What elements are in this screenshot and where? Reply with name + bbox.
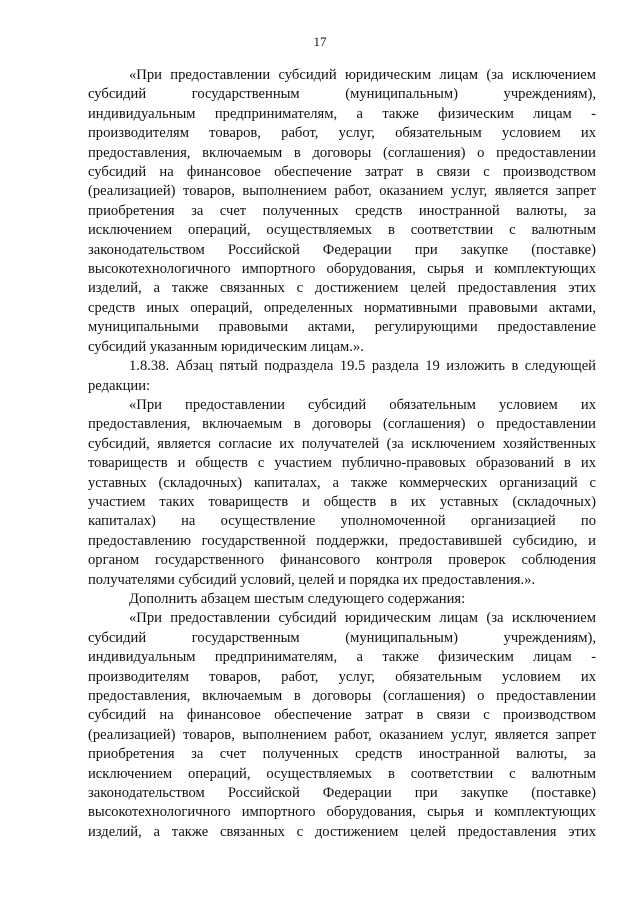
text-line: участием таких товариществ и обществ в их уставных (складочных) (88, 493, 596, 510)
text-line: субсидий на финансовое обеспечение затрат в связи с производством (88, 164, 596, 181)
text-line: приобретения за счет полученных средств иностранной валюты, за (88, 746, 596, 763)
text-line: высокотехнологичного импортного оборудования, сырья и комплектующих (88, 261, 596, 278)
text-line: предоставления, включаемым в договоры (соглашения) о предоставлении (88, 688, 596, 704)
text-line: субсидий на финансовое обеспечение затрат в связи с производством (88, 707, 596, 724)
text-line: индивидуальным предпринимателям, а также физическим лицам - (88, 649, 596, 666)
text-line: изделий, а также связанных с достижением целей предоставления этих (88, 280, 596, 297)
text-line: производителям товаров, работ, услуг, обязательным условием их (88, 668, 596, 685)
text-line: капиталах) на осуществление уполномоченной организацией по (88, 513, 596, 530)
text-line: субсидий указанным юридическим лицам.». (88, 338, 364, 355)
text-line: средств иных операций, определенных нормативными правовыми актами, (88, 299, 596, 316)
text-line: исключением операций, осуществляемых в соответствии с валютным (88, 222, 596, 239)
text-line: товариществ и обществ с участием публично-правовых образований в их (88, 455, 596, 472)
paragraph-quote-subsidies-currency (88, 66, 596, 357)
text-line: редакции: (88, 377, 151, 394)
text-line: законодательством Российской Федерации при закупке (поставке) (88, 241, 596, 258)
text-line: (реализацией) товаров, выполнением работ, оказанием услуг, является запрет (88, 183, 596, 200)
text-line: 1.8.38. Абзац пятый подраздела 19.5 раздела 19 изложить в следующей (129, 358, 596, 375)
text-line: органом государственного финансового контроля проверок соблюдения (88, 552, 596, 569)
text-line: индивидуальным предпринимателям, а также физическим лицам - (88, 105, 596, 122)
text-line: предоставления, включаемым в договоры (соглашения) о предоставлении (88, 144, 596, 161)
text-line: предоставления, включаемым в договоры (соглашения) о предоставлении (88, 416, 596, 433)
text-line: законодательством Российской Федерации при закупке (поставке) (88, 785, 596, 802)
paragraph-item-1-8-38 (88, 357, 596, 396)
text-line: уставных (складочных) капиталах, а также коммерческих организаций с (88, 474, 596, 491)
paragraph-quote-subsidies-audit (88, 396, 596, 590)
text-line: высокотехнологичного импортного оборудования, сырья и комплектующих (88, 804, 596, 821)
text-line: субсидий, является согласие их получателей (за исключением хозяйственных (88, 435, 596, 452)
page-number: 17 (313, 34, 327, 49)
text-line: Дополнить абзацем шестым следующего содержания: (129, 590, 466, 607)
text-line: муниципальными правовыми актами, регулирующими предоставление (88, 319, 596, 336)
document-body (88, 66, 596, 842)
text-line: субсидий государственным (муниципальным) учреждениям), (88, 629, 596, 646)
text-line: «При предоставлении субсидий юридическим лицам (за исключением (129, 610, 596, 627)
text-line: субсидий государственным (муниципальным) учреждениям), (88, 86, 596, 103)
text-line: предоставлению государственной поддержки, предоставившей субсидию, и (88, 532, 596, 549)
text-line: получателями субсидий условий, целей и порядка их предоставления.». (88, 571, 536, 588)
paragraph-quote-subsidies-currency-repeat (88, 609, 596, 842)
paragraph-add-sixth-abzac (88, 590, 596, 609)
text-line: «При предоставлении субсидий юридическим лицам (за исключением (129, 67, 596, 83)
text-line: приобретения за счет полученных средств иностранной валюты, за (88, 202, 596, 219)
text-line: «При предоставлении субсидий обязательным условием их (129, 396, 596, 413)
text-line: (реализацией) товаров, выполнением работ, оказанием услуг, является запрет (88, 726, 596, 743)
text-line: исключением операций, осуществляемых в соответствии с валютным (88, 765, 596, 782)
text-line: изделий, а также связанных с достижением целей предоставления этих (88, 823, 596, 840)
text-line: производителям товаров, работ, услуг, обязательным условием их (88, 125, 596, 142)
